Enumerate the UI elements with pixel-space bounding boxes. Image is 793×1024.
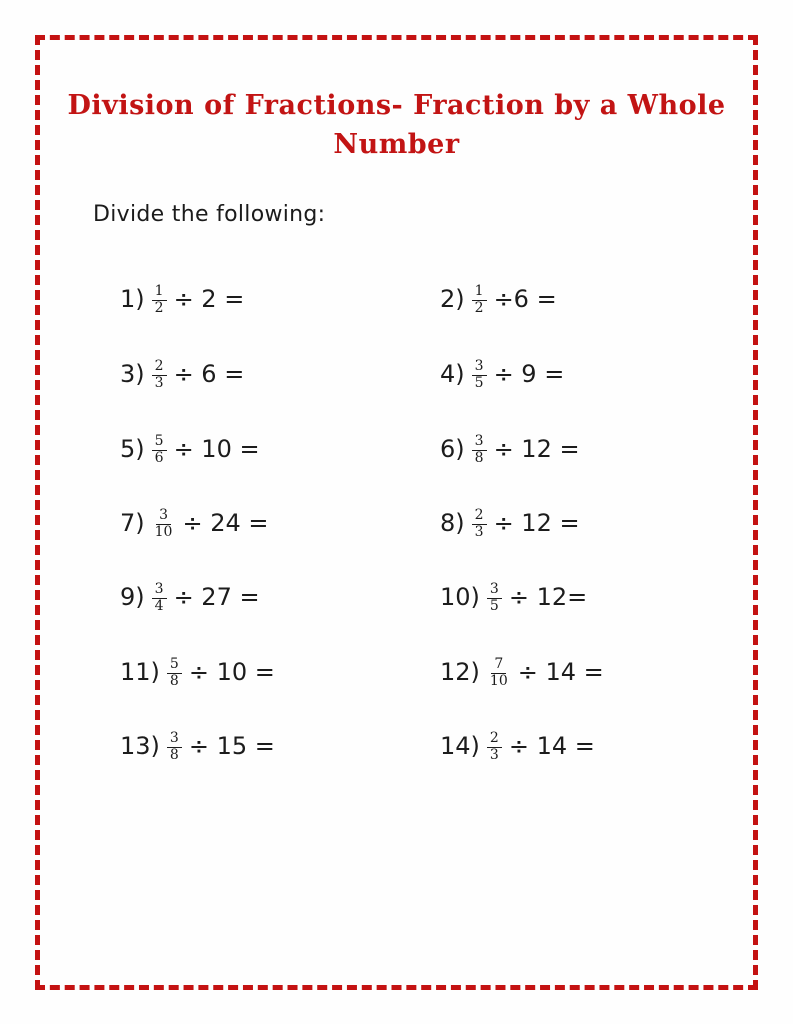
problem-3 <box>120 358 244 390</box>
division-expression: ÷ 14 = <box>517 658 604 687</box>
fraction <box>487 731 502 763</box>
problem-11 <box>120 656 275 688</box>
fraction-numerator: 3 <box>472 434 487 451</box>
division-expression: ÷ 12= <box>508 583 588 612</box>
fraction-denominator: 4 <box>154 597 164 614</box>
fraction-denominator: 2 <box>154 299 164 316</box>
problem-number: 2) <box>440 285 465 314</box>
fraction-numerator: 3 <box>152 582 167 599</box>
fraction <box>472 284 487 316</box>
fraction-denominator: 3 <box>474 523 484 540</box>
problem-number: 7) <box>120 509 145 538</box>
fraction-numerator: 2 <box>472 508 487 525</box>
fraction <box>167 731 182 763</box>
fraction <box>472 434 487 466</box>
division-expression: ÷ 24 = <box>182 509 269 538</box>
fraction <box>152 582 167 614</box>
division-expression: ÷ 12 = <box>493 435 580 464</box>
worksheet-title-line2: Number <box>333 129 460 160</box>
problem-9 <box>120 581 260 613</box>
fraction-denominator: 6 <box>154 449 164 466</box>
problem-number: 10) <box>440 583 480 612</box>
problem-6 <box>440 433 580 465</box>
division-expression: ÷ 2 = <box>173 285 245 314</box>
problem-number: 4) <box>440 360 465 389</box>
fraction-numerator: 5 <box>152 434 167 451</box>
instruction-text: Divide the following: <box>93 202 326 227</box>
fraction-denominator: 2 <box>474 299 484 316</box>
division-expression: ÷ 14 = <box>508 732 595 761</box>
division-expression: ÷ 15 = <box>188 732 275 761</box>
fraction-denominator: 8 <box>474 449 484 466</box>
division-expression: ÷ 6 = <box>173 360 245 389</box>
problem-14 <box>440 730 595 762</box>
fraction-denominator: 5 <box>489 597 499 614</box>
problem-number: 1) <box>120 285 145 314</box>
division-expression: ÷6 = <box>493 285 557 314</box>
division-expression: ÷ 27 = <box>173 583 260 612</box>
fraction-denominator: 8 <box>169 746 179 763</box>
fraction <box>152 284 167 316</box>
fraction-numerator: 3 <box>156 508 171 525</box>
problem-5 <box>120 433 260 465</box>
fraction <box>472 359 487 391</box>
fraction-denominator: 5 <box>474 374 484 391</box>
problem-number: 5) <box>120 435 145 464</box>
fraction-numerator: 7 <box>491 657 506 674</box>
fraction-numerator: 5 <box>167 657 182 674</box>
division-expression: ÷ 10 = <box>173 435 260 464</box>
fraction-numerator: 2 <box>487 731 502 748</box>
fraction-denominator: 8 <box>169 672 179 689</box>
fraction-numerator: 2 <box>152 359 167 376</box>
division-expression: ÷ 10 = <box>188 658 275 687</box>
worksheet-title-line1: Division of Fractions- Fraction by a Whole <box>67 90 726 121</box>
problem-1 <box>120 283 244 315</box>
fraction <box>487 657 511 689</box>
problem-10 <box>440 581 587 613</box>
problem-number: 8) <box>440 509 465 538</box>
division-expression: ÷ 9 = <box>493 360 565 389</box>
division-expression: ÷ 12 = <box>493 509 580 538</box>
problem-number: 11) <box>120 658 160 687</box>
problem-number: 14) <box>440 732 480 761</box>
fraction <box>167 657 182 689</box>
fraction-denominator: 3 <box>154 374 164 391</box>
problem-2 <box>440 283 557 315</box>
fraction <box>472 508 487 540</box>
problem-number: 3) <box>120 360 145 389</box>
problem-number: 12) <box>440 658 480 687</box>
fraction-denominator: 10 <box>489 672 508 689</box>
fraction-numerator: 1 <box>152 284 167 301</box>
problem-number: 9) <box>120 583 145 612</box>
problem-4 <box>440 358 564 390</box>
fraction <box>152 359 167 391</box>
fraction-numerator: 1 <box>472 284 487 301</box>
fraction <box>487 582 502 614</box>
fraction-denominator: 10 <box>154 523 173 540</box>
problem-8 <box>440 507 580 539</box>
fraction-numerator: 3 <box>472 359 487 376</box>
fraction-numerator: 3 <box>487 582 502 599</box>
worksheet-title <box>0 86 793 164</box>
fraction <box>152 508 176 540</box>
fraction <box>152 434 167 466</box>
problem-13 <box>120 730 275 762</box>
fraction-denominator: 3 <box>489 746 499 763</box>
problem-7 <box>120 507 268 539</box>
problem-number: 13) <box>120 732 160 761</box>
problem-12 <box>440 656 604 688</box>
fraction-numerator: 3 <box>167 731 182 748</box>
problem-number: 6) <box>440 435 465 464</box>
